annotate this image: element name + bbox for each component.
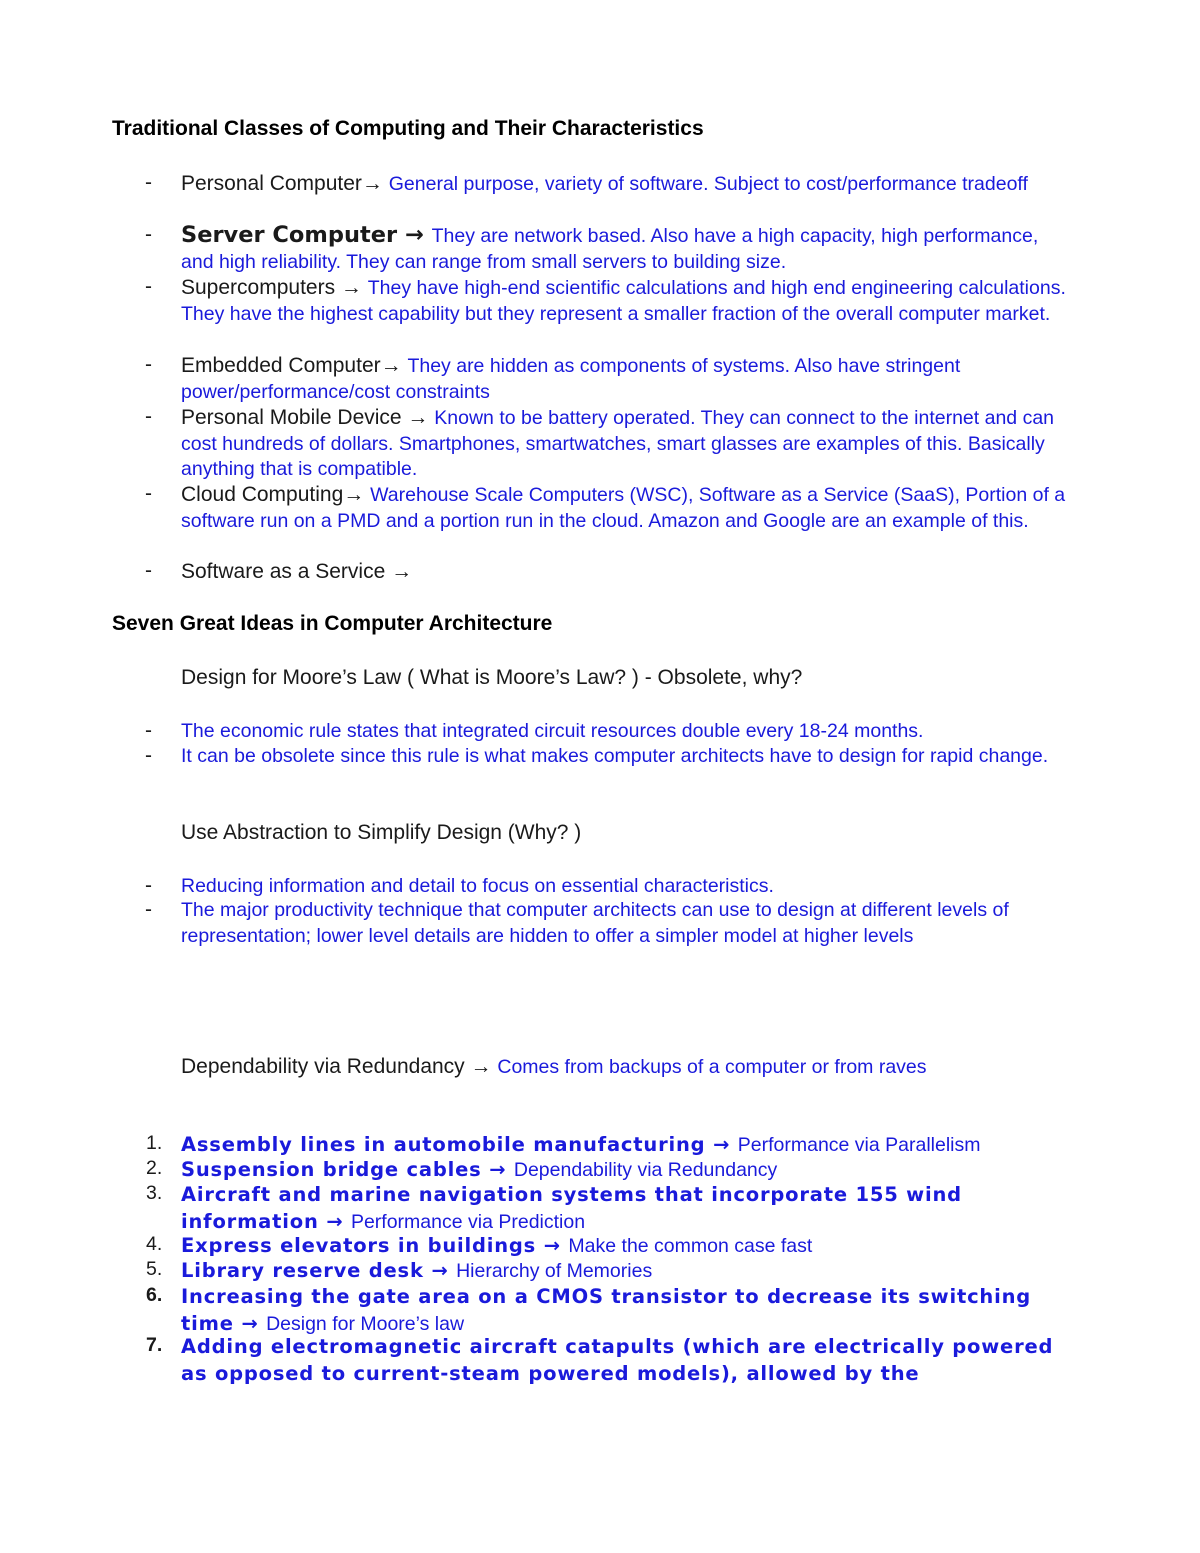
section-heading-traditional-classes: Traditional Classes of Computing and Their Characteristics [112, 117, 704, 140]
item-lead: Software as a Service → [181, 560, 413, 583]
moore-law-title: Design for Moore’s Law ( What is Moore’s Law? ) - Obsolete, why? [181, 666, 803, 689]
item-description: They have high-end scientific calculations and high end engineering calculations. They have the highest capability but they represent a smaller fraction of the overall computer market. [181, 277, 1066, 325]
item-lead: Personal Mobile Device → [181, 406, 435, 429]
item-description: They are network based. Also have a high capacity, high performance, and high reliability. They can range from small servers to building size. [181, 225, 1039, 273]
bullet-dash: - [145, 744, 152, 767]
example-text: Assembly lines in automobile manufacturing → [181, 1133, 738, 1156]
bullet-dash: - [145, 171, 152, 194]
great-idea-label: Make the common case fast [568, 1235, 813, 1257]
item-lead: Cloud Computing→ [181, 483, 371, 506]
example-text: Library reserve desk → [181, 1259, 457, 1282]
list-number: 7. [146, 1334, 163, 1356]
bullet-dash: - [145, 559, 152, 582]
example-text: Aircraft and marine navigation systems that incorporate 155 wind information → [181, 1183, 962, 1233]
bullet-dash: - [145, 482, 152, 505]
example-text: Adding electromagnetic aircraft catapults (which are electrically powered as opposed to current-steam powered models), allowed by the [181, 1335, 1054, 1385]
abstraction-title: Use Abstraction to Simplify Design (Why? ) [181, 821, 582, 844]
example-text: Express elevators in buildings → [181, 1234, 569, 1257]
list-number: 2. [146, 1157, 163, 1179]
dependability-line [181, 1055, 927, 1079]
item-lead: Supercomputers → [181, 276, 368, 299]
dependability-lead: Dependability via Redundancy → [181, 1055, 498, 1078]
bullet-dash: - [145, 719, 152, 742]
example-text: Increasing the gate area on a CMOS transistor to decrease its switching time → [181, 1285, 1032, 1335]
bullet-dash: - [145, 898, 152, 921]
abstraction-bullet: Reducing information and detail to focus on essential characteristics. [181, 875, 774, 897]
bullet-dash: - [145, 275, 152, 298]
item-lead: Personal Computer→ [181, 172, 389, 195]
bullet-dash: - [145, 874, 152, 897]
great-idea-label: Design for Moore’s law [266, 1312, 465, 1335]
item-description: They are hidden as components of systems. Also have stringent power/performance/cost constraints [181, 355, 961, 403]
item-description: Known to be battery operated. They can connect to the internet and can cost hundreds of dollars. Smartphones, smartwatches, smart glasses are examples of this. Basically anything that is compatible. [181, 407, 1055, 480]
item-description: General purpose, variety of software. Subject to cost/performance tradeoff [388, 173, 1028, 195]
bullet-dash: - [145, 353, 152, 376]
moore-bullet: It can be obsolete since this rule is what makes computer architects have to design for rapid change. [181, 745, 1049, 767]
item-lead: Server Computer → [181, 222, 432, 248]
list-number: 3. [146, 1182, 163, 1204]
dependability-description: Comes from backups of a computer or from raves [497, 1056, 927, 1078]
list-number: 6. [146, 1284, 163, 1306]
example-text: Suspension bridge cables → [181, 1158, 514, 1181]
bullet-dash: - [145, 223, 152, 246]
item-lead: Embedded Computer→ [181, 354, 408, 377]
great-idea-label: Dependability via Redundancy [513, 1159, 778, 1181]
item-description: Warehouse Scale Computers (WSC), Software as a Service (SaaS), Portion of a software run on a PMD and a portion run in the cloud. Amazon and Google are an example of this. [181, 484, 1066, 532]
great-idea-label: Hierarchy of Memories [456, 1260, 653, 1282]
moore-bullet: The economic rule states that integrated circuit resources double every 18-24 months. [181, 720, 924, 742]
section-heading-seven-great-ideas: Seven Great Ideas in Computer Architecture [112, 612, 553, 635]
great-idea-label: Performance via Parallelism [737, 1134, 981, 1156]
list-number: 4. [146, 1233, 163, 1255]
list-number: 5. [146, 1258, 163, 1280]
list-number: 1. [146, 1132, 163, 1154]
great-idea-label: Performance via Prediction [350, 1210, 586, 1233]
abstraction-bullet: The major productivity technique that computer architects can use to design at different levels of representation; lower level details are hidden to offer a simpler model at higher levels [181, 899, 1009, 947]
bullet-dash: - [145, 405, 152, 428]
